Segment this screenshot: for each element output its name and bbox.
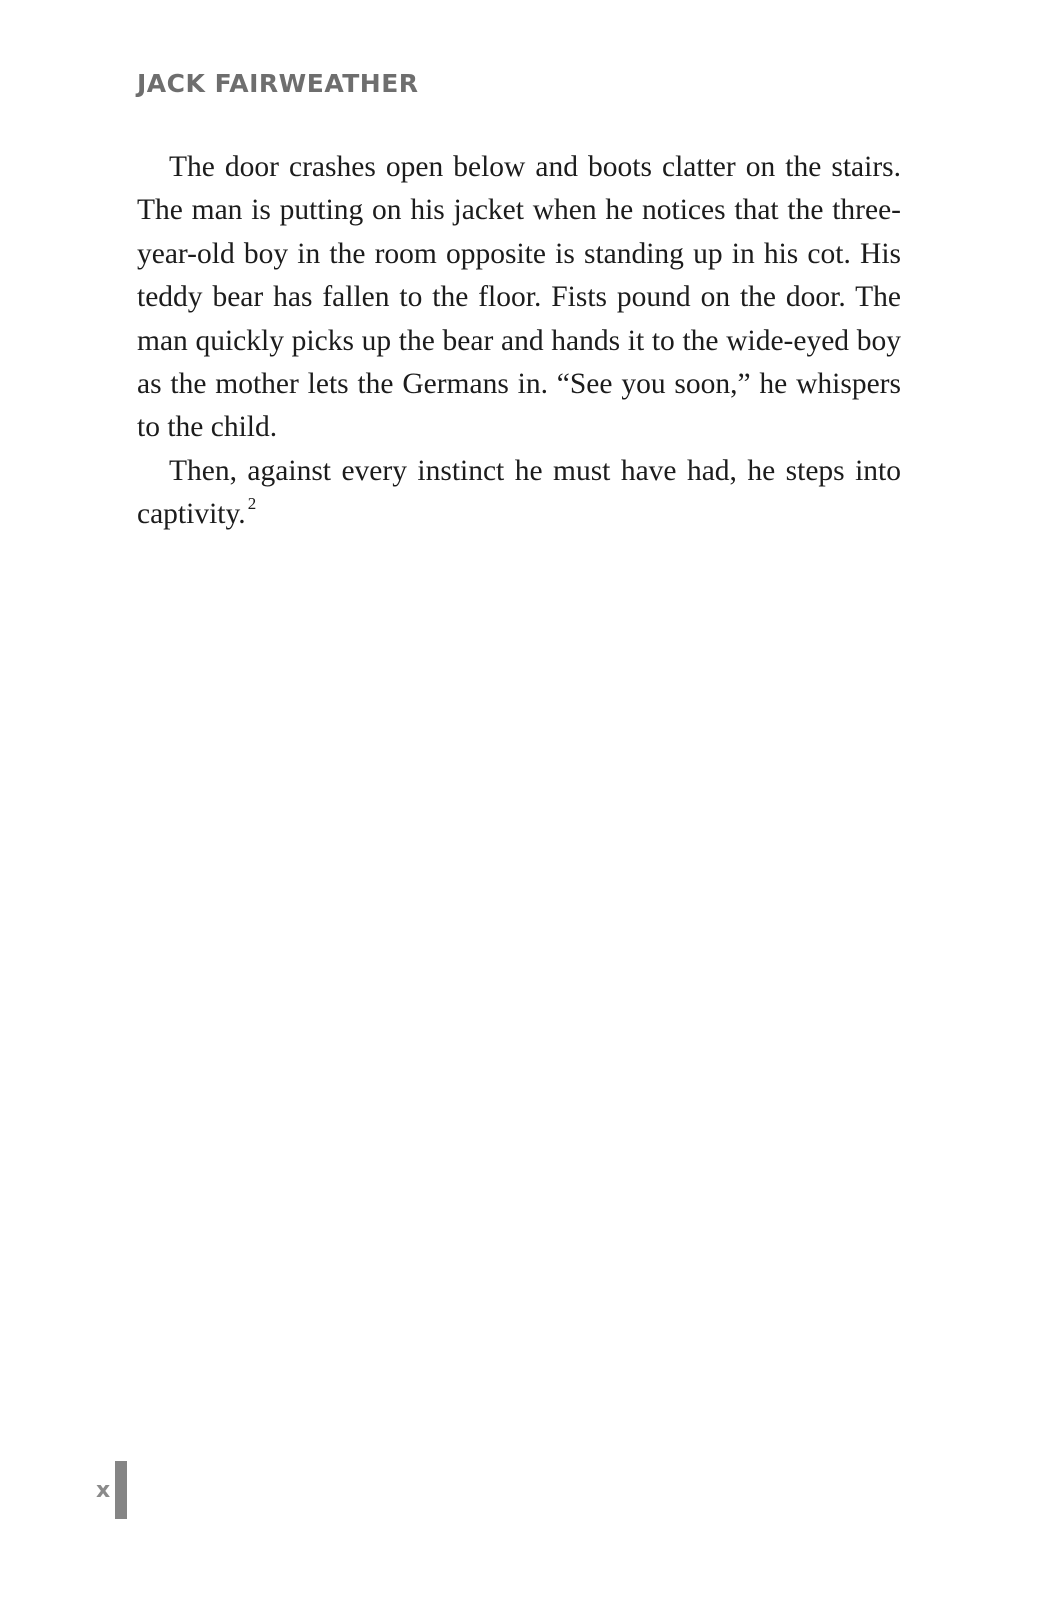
folio-bar	[115, 1461, 127, 1519]
folio	[96, 1461, 127, 1519]
footnote-reference[interactable]: 2	[247, 494, 257, 514]
page-number: x	[96, 1477, 111, 1503]
paragraph-last	[137, 450, 901, 537]
running-head: JACK FAIRWEATHER	[137, 69, 419, 98]
paragraph-text: Then, against every instinct he must have had, he steps into captivity.	[137, 454, 901, 531]
body-text	[137, 146, 901, 537]
paragraph: The door crashes open below and boots clatter on the stairs. The man is putting on his jacket when he notices that the three-year-old boy in the room opposite is standing up in his cot. His teddy bear has fallen to the floor. Fists pound on the door. The man quickly picks up the bear and hands it to the wide-eyed boy as the mother lets the Germans in. “See you soon,” he whispers to the child.	[137, 151, 901, 444]
